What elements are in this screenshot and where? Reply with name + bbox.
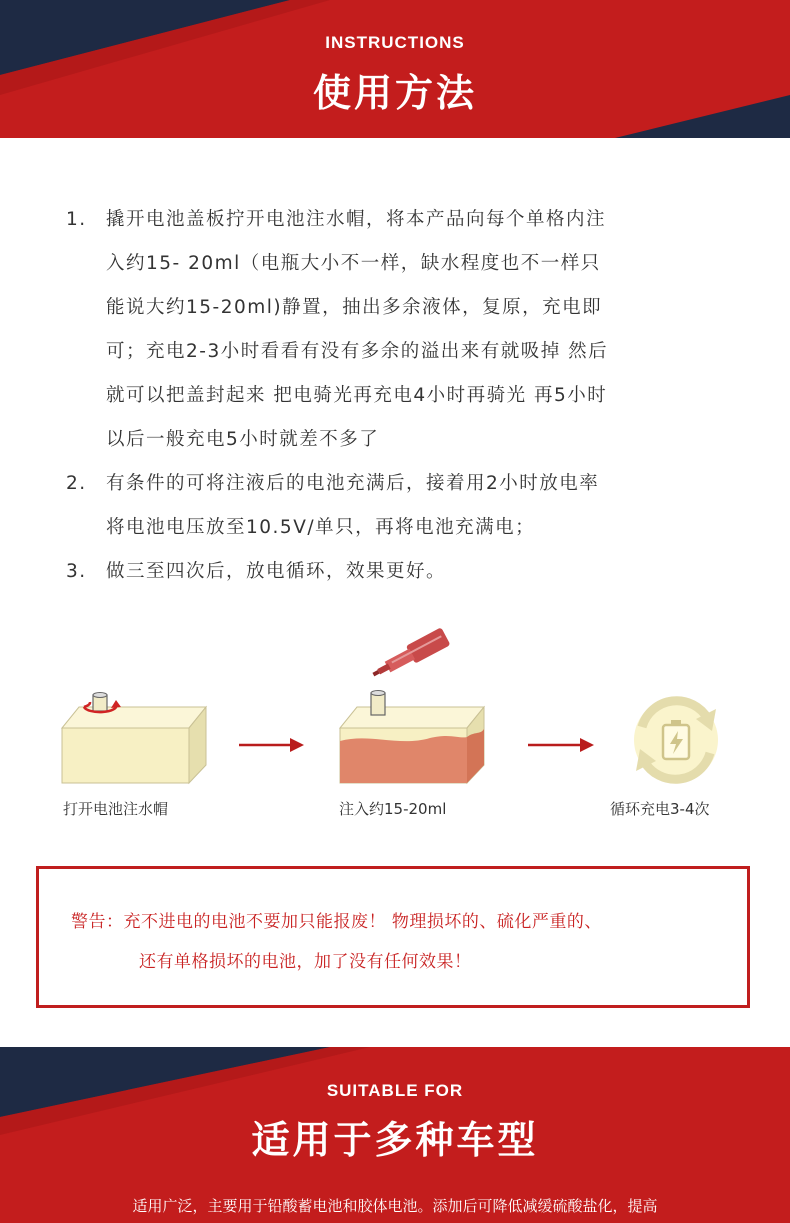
battery-closed-icon (62, 693, 206, 784)
suitable-for-banner (0, 1047, 790, 1223)
step-number: 1. (66, 209, 87, 230)
step-3 (66, 550, 746, 594)
figure-label-open-cap: 打开电池注水帽 (63, 800, 169, 818)
bottle-icon (369, 627, 451, 683)
cycle-charge-icon (634, 698, 718, 782)
step-2 (66, 462, 746, 550)
step-line: 以后一般充电5小时就差不多了 (106, 429, 380, 450)
banner-description: 适用广泛，主要用于铅酸蓄电池和胶体电池。添加后可降低减缓硫酸盐化，提高 (132, 1197, 658, 1215)
banner-en-title: SUITABLE FOR (326, 1081, 464, 1100)
arrow-right-icon (239, 738, 304, 752)
banner-en-title: INSTRUCTIONS (325, 33, 465, 52)
step-line: 就可以把盖封起来 把电骑光再充电4小时再骑光 再5小时 (106, 385, 608, 406)
figure-label-inject: 注入约15-20ml (339, 800, 447, 818)
arrow-right-icon (528, 738, 594, 752)
battery-filled-icon (340, 691, 484, 784)
instruction-steps (66, 198, 746, 594)
warning-box (36, 866, 750, 1008)
instructions-banner (0, 0, 790, 138)
step-line: 将电池电压放至10.5V/单只，再将电池充满电； (106, 517, 536, 538)
step-line: 能说大约15-20ml)静置，抽出多余液体，复原，充电即 (106, 297, 603, 318)
figure-label-cycle: 循环充电3-4次 (610, 800, 710, 818)
warning-line-2: 还有单格损坏的电池，加了没有任何效果！ (139, 952, 472, 972)
step-number: 2. (66, 473, 87, 494)
step-number: 3. (66, 561, 87, 582)
step-line: 撬开电池盖板拧开电池注水帽，将本产品向每个单格内注 (106, 209, 607, 230)
step-line: 做三至四次后，放电循环，效果更好。 (106, 561, 447, 582)
banner-zh-title: 适用于多种车型 (251, 1118, 539, 1162)
step-line: 可；充电2-3小时看看有没有多余的溢出来有就吸掉 然后 (106, 341, 609, 362)
step-1 (66, 198, 746, 462)
banner-zh-title: 使用方法 (312, 71, 477, 115)
step-line: 入约15- 20ml（电瓶大小不一样，缺水程度也不一样只 (106, 253, 601, 274)
step-line: 有条件的可将注液后的电池充满后，接着用2小时放电率 (106, 473, 600, 494)
warning-line-1: 警告：充不进电的电池不要加只能报废！ 物理损坏的、硫化严重的、 (71, 912, 602, 932)
